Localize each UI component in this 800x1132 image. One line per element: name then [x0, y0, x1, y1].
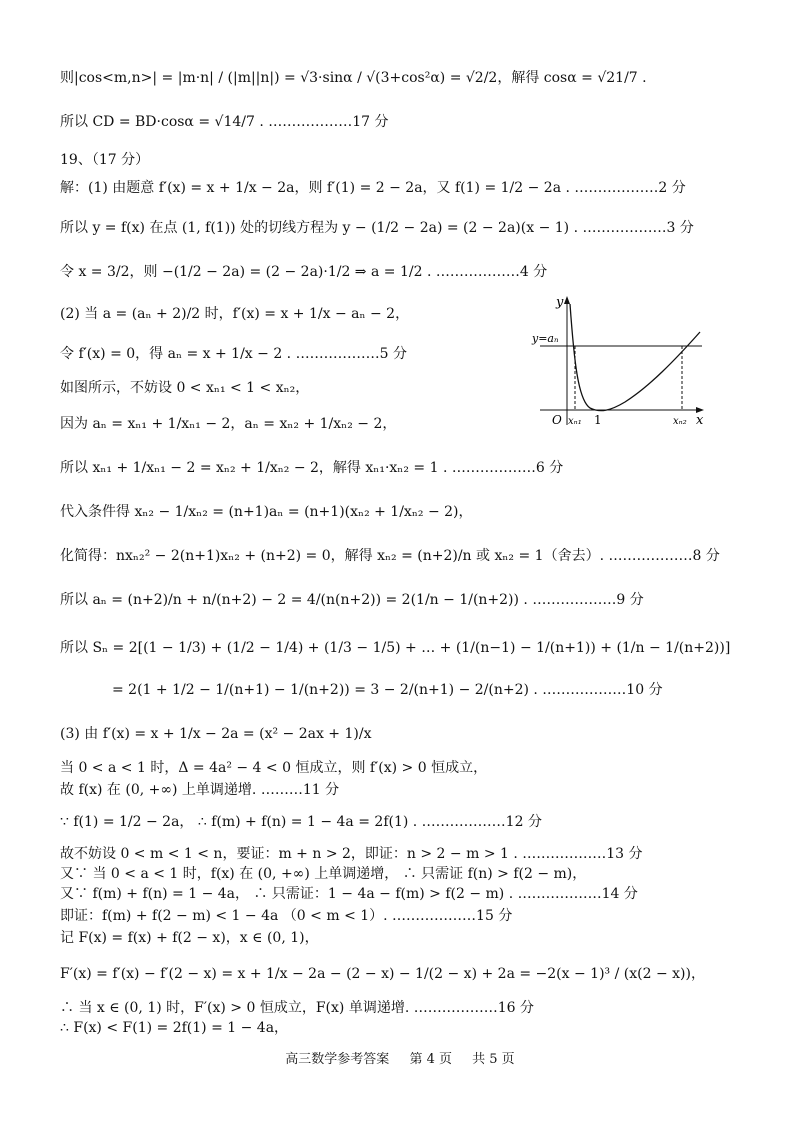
solution-line: = 2(1 + 1/2 − 1/(n+1) − 1/(n+2)) = 3 − 2/(n+1) − 2/(n+2) . ………………10 分 — [112, 682, 663, 698]
solution-line: 因为 aₙ = xₙ₁ + 1/xₙ₁ − 2，aₙ = xₙ₂ + 1/xₙ₂ − 2， — [60, 416, 397, 432]
solution-line: (3) 由 f′(x) = x + 1/x − 2a = (x² − 2ax + 1)/x — [60, 726, 372, 742]
solution-line: ∵ f(1) = 1/2 − 2a， ∴ f(m) + f(n) = 1 − 4a = 2f(1) . ………………12 分 — [60, 814, 542, 830]
solution-line: 记 F(x) = f(x) + f(2 − x)，x ∈ (0, 1)， — [60, 930, 319, 946]
solution-line: 当 0 < a < 1 时，Δ = 4a² − 4 < 0 恒成立，则 f′(x) > 0 恒成立， — [60, 760, 488, 776]
footer-page-number: 第 4 页 — [409, 1052, 452, 1067]
footer-total-pages: 共 5 页 — [472, 1052, 515, 1067]
y-axis-arrow — [564, 296, 570, 304]
solution-line: 则|cos<m,n>| = |m·n| / (|m||n|) = √3·sinα / √(3+cos²α) = √2/2，解得 cosα = √21/7 . — [60, 70, 647, 86]
solution-line: 代入条件得 xₙ₂ − 1/xₙ₂ = (n+1)aₙ = (n+1)(xₙ₂ + 1/xₙ₂ − 2)， — [60, 504, 473, 520]
one-label: 1 — [594, 413, 602, 427]
solution-line: ∴ 当 x ∈ (0, 1) 时，F′(x) > 0 恒成立，F(x) 单调递增. ………………16 分 — [60, 1000, 534, 1016]
solution-line: 故 f(x) 在 (0, +∞) 上单调递增. ………11 分 — [60, 782, 340, 798]
solution-line: (2) 当 a = (aₙ + 2)/2 时，f′(x) = x + 1/x − aₙ − 2， — [60, 306, 410, 322]
solution-line: 解：(1) 由题意 f′(x) = x + 1/x − 2a，则 f′(1) = 2 − 2a，又 f(1) = 1/2 − 2a . ………………2 分 — [60, 180, 686, 196]
solution-line: 所以 Sₙ = 2[(1 − 1/3) + (1/2 − 1/4) + (1/3 − 1/5) + … + (1/(n−1) − 1/(n+1)) + (1/n − 1/(n+2))] — [60, 640, 731, 656]
origin-label: O — [552, 413, 562, 427]
solution-line: 如图所示，不妨设 0 < xₙ₁ < 1 < xₙ₂， — [60, 380, 310, 396]
solution-line: 所以 CD = BD·cosα = √14/7 . ………………17 分 — [60, 114, 389, 130]
solution-line: ∴ F(x) < F(1) = 2f(1) = 1 − 4a， — [60, 1020, 289, 1036]
level-line-label: y=aₙ — [532, 332, 559, 345]
page-footer — [0, 1048, 800, 1067]
solution-line: 化简得：nxₙ₂² − 2(n+1)xₙ₂ + (n+2) = 0，解得 xₙ₂ = (n+2)/n 或 xₙ₂ = 1（舍去）. ………………8 分 — [60, 548, 720, 564]
function-graph-figure — [530, 290, 710, 430]
x-axis-label: x — [696, 413, 704, 428]
solution-line: 故不妨设 0 < m < 1 < n，要证：m + n > 2，即证：n > 2 − m > 1 . ………………13 分 — [60, 846, 643, 862]
solution-line: 又∵ 当 0 < a < 1 时，f(x) 在 (0, +∞) 上单调递增， ∴ 只需证 f(n) > f(2 − m)， — [60, 866, 587, 882]
solution-line: 令 f′(x) = 0，得 aₙ = x + 1/x − 2 . ………………5 分 — [60, 346, 407, 362]
x1-label: xₙ₁ — [568, 416, 582, 427]
footer-title: 高三数学参考答案 — [285, 1052, 390, 1067]
solution-line: 令 x = 3/2，则 −(1/2 − 2a) = (2 − 2a)·1/2 ⇒ a = 1/2 . ………………4 分 — [60, 264, 548, 280]
solution-line: F′(x) = f′(x) − f′(2 − x) = x + 1/x − 2a − (2 − x) − 1/(2 − x) + 2a = −2(x − 1)³ / (x(2 − x))， — [60, 966, 705, 982]
solution-line: 所以 xₙ₁ + 1/xₙ₁ − 2 = xₙ₂ + 1/xₙ₂ − 2，解得 xₙ₁·xₙ₂ = 1 . ………………6 分 — [60, 460, 564, 476]
solution-line: 又∵ f(m) + f(n) = 1 − 4a， ∴ 只需证：1 − 4a − f(m) > f(2 − m) . ………………14 分 — [60, 886, 638, 902]
question-heading: 19、（17 分） — [60, 152, 150, 168]
solution-line: 所以 y = f(x) 在点 (1, f(1)) 处的切线方程为 y − (1/2 − 2a) = (2 − 2a)(x − 1) . ………………3 分 — [60, 220, 694, 236]
y-axis-label: y — [556, 295, 564, 310]
solution-line: 即证：f(m) + f(2 − m) < 1 − 4a （0 < m < 1）. ………………15 分 — [60, 908, 513, 924]
solution-line: 所以 aₙ = (n+2)/n + n/(n+2) − 2 = 4/(n(n+2)) = 2(1/n − 1/(n+2)) . ………………9 分 — [60, 592, 644, 608]
x2-label: xₙ₂ — [673, 416, 687, 427]
function-curve — [570, 304, 700, 411]
